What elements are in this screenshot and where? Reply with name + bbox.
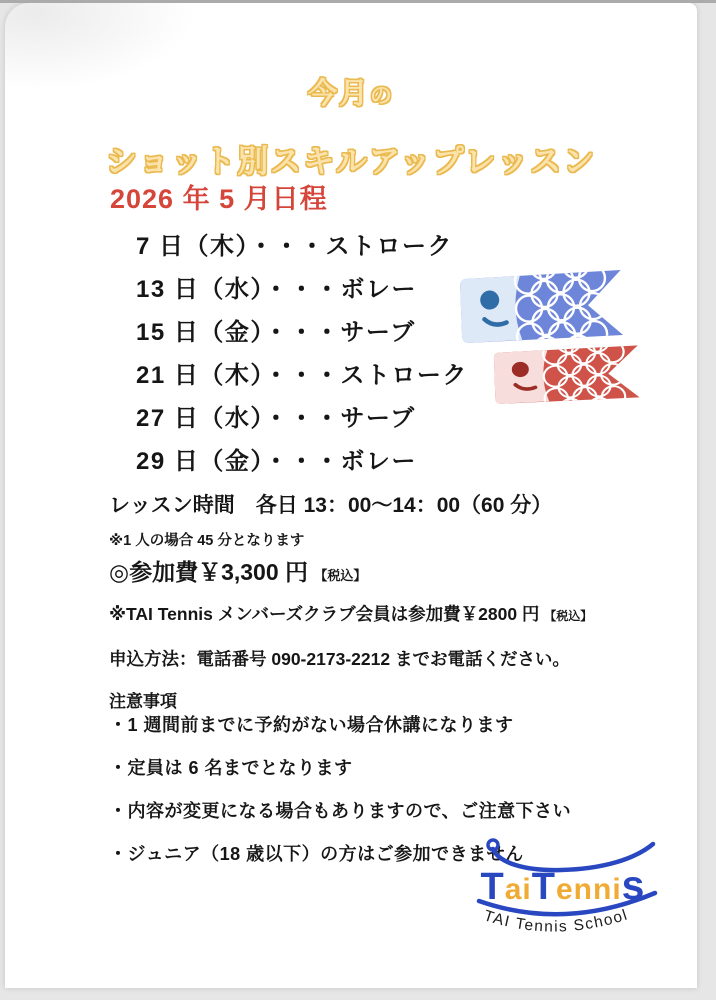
koi-head: [460, 276, 522, 343]
schedule-row: 27 日（水）・・・サーブ: [136, 405, 416, 432]
member-fee-tax-note: 【税込】: [544, 609, 593, 623]
flyer-title-line2: ショット別スキルアップレッスン: [105, 144, 597, 179]
koinobori-blue-icon: [456, 269, 631, 346]
logo-subtitle: TAI Tennis School: [481, 906, 631, 936]
title-line1-suffix: の: [370, 83, 395, 108]
note-item: ・1 週間前までに予約がない場合休講になります: [109, 715, 514, 735]
member-fee-amount: ※TAI Tennis メンバーズクラブ会員は参加費￥2800 円: [109, 604, 540, 624]
fee-tax-note: 【税込】: [314, 568, 367, 583]
schedule-row: 21 日（木）・・・ストローク: [136, 362, 468, 389]
application-method: 申込方法：電話番号 090-2173-2212 までお電話ください。: [109, 649, 570, 669]
fee-line: [109, 554, 366, 587]
logo-wordmark-text: TaiTennis: [480, 862, 646, 908]
notes-heading: 注意事項: [109, 692, 177, 711]
date-heading: 2026 年 5 月日程: [110, 184, 328, 214]
flyer-page: [5, 3, 697, 988]
note-item: ・内容が変更になる場合もありますので、ご注意下さい: [109, 801, 572, 821]
schedule-list: [136, 225, 468, 483]
schedule-row: 29 日（金）・・・ボレー: [136, 448, 417, 475]
member-fee-line: [109, 601, 592, 626]
solo-note: ※1 人の場合 45 分となります: [109, 533, 305, 549]
note-item: ・ジュニア（18 歳以下）の方はご参加できません: [109, 844, 524, 864]
lesson-time: レッスン時間 各日 13：00～14：00（60 分）: [109, 494, 553, 517]
tai-tennis-logo: [463, 837, 663, 945]
koinobori-red-icon: [490, 344, 646, 405]
koi-head: [494, 350, 550, 404]
schedule-row: 15 日（金）・・・サーブ: [136, 319, 416, 346]
note-item: ・定員は 6 名までとなります: [109, 758, 353, 778]
fee-amount: ◎参加費￥3,300 円: [109, 559, 309, 585]
schedule-row: 13 日（水）・・・ボレー: [136, 276, 417, 303]
flyer-title-line1: [5, 71, 697, 112]
title-line1-main: 今月: [307, 78, 370, 110]
schedule-row: 7 日（木）・・・ストローク: [136, 233, 454, 260]
